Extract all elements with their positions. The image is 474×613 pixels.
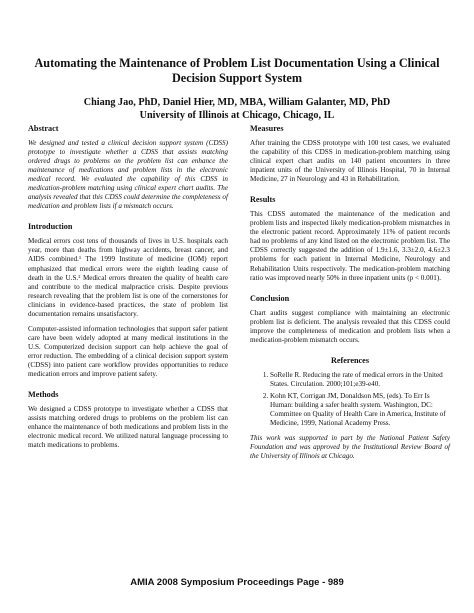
reference-item: 2. Kohn KT, Corrigan JM, Donaldson MS, (eds). To Err Is Human: building a safer health system. Washington, DC: Committee on Quality of Health Care in America, Institute of Medicine, 1999, National Academy Press.	[270, 392, 450, 428]
measures-text: After training the CDSS prototype with 100 test cases, we evaluated the capability of this CDSS in medication-problem matching using clinical expert chart audits on 140 patient encounters in three inpatient units of the University of Illinois Hospital, 70 in Internal Medicine, 27 in Neurology and 43 in Rehabilitation.	[250, 139, 450, 184]
references-heading: References	[330, 355, 370, 365]
right-column	[250, 124, 450, 467]
introduction-paragraph-1: Medical errors cost tens of thousands of lives in U.S. hospitals each year, more than deaths from highway accidents, breast cancer, and AIDS combined.¹ The 1999 Institute of medicine (IOM) report emphasized that medical errors were the eighth leading cause of death in the U.S.² Medical errors threaten the quality of health care and contribute to the medical malpractice crisis. Despite previous research revealing that the problem list is one of the cornerstones for clinicians in evidence-based practices, the state of problem list documentation remains unsatisfactory.	[28, 237, 228, 318]
reference-item: 1. SoRelle R. Reducing the rate of medical errors in the United States. Circulation. 2000;101;e39-e40.	[270, 371, 450, 389]
conclusion-heading: Conclusion	[250, 293, 290, 303]
results-text: This CDSS automated the maintenance of the medication and problem lists and inspected likely medication-problem mismatches in the electronic patient record. Approximately 11% of patient records had no problems of any kind listed on the electronic problem list. The CDSS correctly suggested the addition of 1.9±1.6, 3.3±2.0, 4.6±2.3 problems for each patient in Internal Medicine, Neurology and Rehabilitation Units respectively. The medication-problem matching ratio was improved nearly 50% in three inpatient units (p < 0.001).	[250, 210, 450, 282]
references-list	[250, 371, 450, 428]
abstract-heading: Abstract	[28, 124, 59, 133]
funding-note: This work was supported in part by the National Patient Safety Foundation and was approved by the Institutional Review Board of the University of Illinois at Chicago.	[250, 434, 450, 461]
methods-text: We designed a CDSS prototype to investigate whether a CDSS that assists matching ordered drugs to problems on the problem list can enhance the maintenance of both medications and problem lists in the electronic medical record. We utilized natural language processing to match medications to problems.	[28, 405, 228, 450]
author-names: Chiang Jao, PhD, Daniel Hier, MD, MBA, William Galanter, MD, PhD	[83, 97, 391, 108]
conclusion-text: Chart audits suggest compliance with maintaining an electronic problem list is deficient. The analysis revealed that this CDSS could improve the completeness of medication and problem lists when a medication-problem mismatch occurs.	[250, 308, 450, 344]
methods-heading: Methods	[28, 390, 59, 400]
abstract-text: We designed and tested a clinical decision support system (CDSS) prototype to investigate whether a CDSS that assists matching ordered drugs to problems on the problem list can enhance the maintenance of medications and problem lists in the electronic medical record. We evaluated the capability of this CDSS in medication-problem matching using clinical expert chart audits. The analysis revealed that this CDSS could determine the completeness of medication and problem lists if a mismatch occurs.	[28, 139, 228, 211]
author-block	[30, 96, 444, 122]
page-footer: AMIA 2008 Symposium Proceedings Page - 989	[130, 577, 344, 588]
measures-heading: Measures	[250, 124, 284, 133]
left-column	[28, 124, 228, 456]
paper-title: Automating the Maintenance of Problem List Documentation Using a Clinical Decision Support System	[34, 56, 440, 85]
introduction-heading: Introduction	[28, 222, 73, 232]
introduction-paragraph-2: Computer-assisted information technologies that support safer patient care have been widely adopted at many medical institutions in the U.S. Computerized decision support can help achieve the goal of error reduction. The embedding of a clinical decision support system (CDSS) into patient care workflow provides opportunities to reduce medication errors and improve patient safety.	[28, 324, 228, 379]
results-heading: Results	[250, 195, 276, 205]
author-affiliation: University of Illinois at Chicago, Chicago, IL	[139, 110, 335, 121]
